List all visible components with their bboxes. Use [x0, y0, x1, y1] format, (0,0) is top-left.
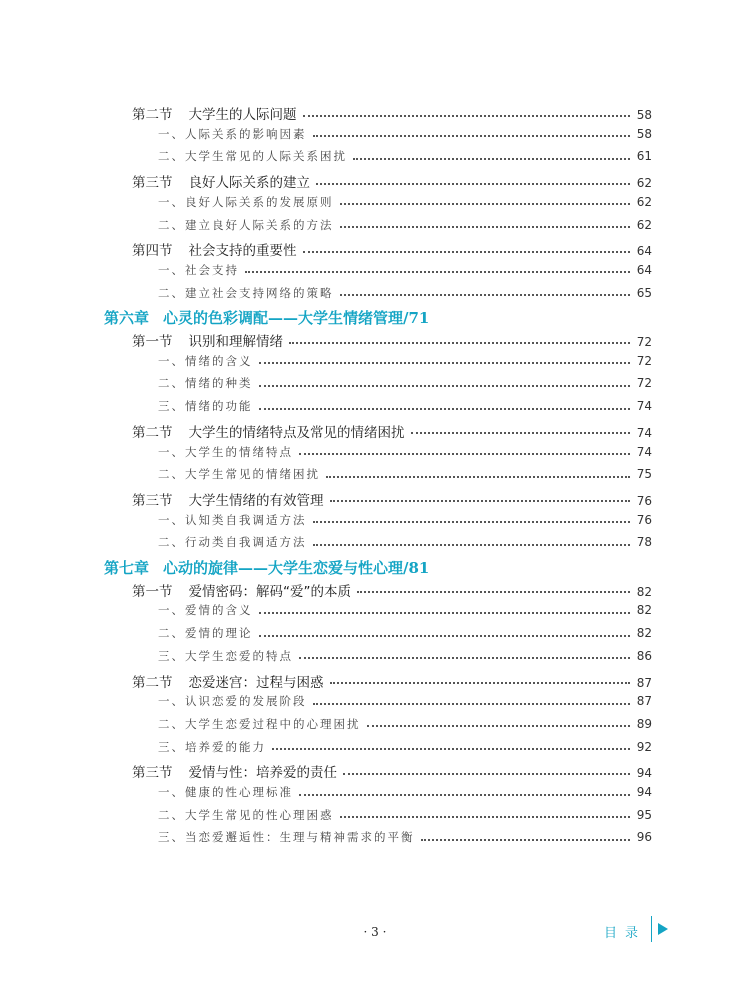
toc-title: 识别和理解情绪: [188, 334, 283, 350]
toc-page-number: 82: [636, 603, 652, 618]
toc-title: 一、爱情的含义: [158, 603, 253, 618]
toc-title: 一、人际关系的影响因素: [158, 126, 307, 141]
dot-leader: [303, 250, 631, 253]
toc-item[interactable]: [158, 512, 652, 528]
toc-page-number: 65: [636, 285, 652, 300]
toc-section[interactable]: [132, 580, 652, 600]
toc-item[interactable]: [158, 807, 652, 823]
toc-chapter[interactable]: [104, 557, 652, 578]
dot-leader: [357, 590, 630, 593]
dot-leader: [316, 182, 630, 185]
dot-leader: [303, 114, 631, 117]
toc-page-number: 82: [636, 584, 652, 599]
toc-number: 第七章: [104, 559, 150, 577]
toc-page-number: 78: [636, 535, 652, 550]
toc-chapter[interactable]: [104, 307, 652, 328]
toc-item[interactable]: [158, 444, 652, 460]
toc-item[interactable]: [158, 148, 652, 164]
toc-title: 二、情绪的种类: [158, 376, 253, 391]
toc-item[interactable]: [158, 693, 652, 709]
dot-leader: [289, 341, 630, 344]
toc-title: 心灵的色彩调配——大学生情绪管理/71: [163, 309, 430, 328]
toc-title: 良好人际关系的建立: [188, 175, 310, 192]
toc-title: 恋爱迷宫：过程与困惑: [188, 674, 324, 691]
dot-leader: [259, 407, 631, 410]
dot-leader: [259, 634, 631, 637]
toc-section[interactable]: [132, 421, 652, 441]
toc-page-number: 58: [636, 126, 652, 141]
toc-page-number: 74: [636, 425, 652, 440]
dot-leader: [421, 838, 631, 841]
dot-leader: [411, 431, 631, 434]
toc-section[interactable]: [132, 103, 652, 123]
toc-item[interactable]: [158, 648, 652, 664]
toc-page-number: 58: [636, 108, 652, 122]
dot-leader: [353, 157, 630, 160]
toc-page-number: 72: [636, 376, 652, 391]
toc-number: 第六章: [104, 309, 150, 328]
toc-item[interactable]: [158, 625, 652, 641]
toc-page-number: 62: [636, 217, 652, 232]
toc-section[interactable]: [132, 239, 652, 259]
toc-item[interactable]: [158, 466, 652, 482]
toc-title: 一、社会支持: [158, 262, 239, 277]
toc-page-number: 72: [636, 335, 652, 349]
toc-section[interactable]: [132, 171, 652, 191]
dot-leader: [340, 202, 631, 205]
toc-title: 一、情绪的含义: [158, 353, 253, 368]
toc-item[interactable]: [158, 285, 652, 301]
dot-leader: [259, 361, 631, 364]
toc-page-number: 74: [636, 444, 652, 459]
toc-page-number: 61: [636, 149, 652, 164]
toc-title: 二、大学生常见的情绪困扰: [158, 467, 320, 482]
toc-page-number: 64: [636, 244, 652, 259]
toc-title: 心动的旋律——大学生恋爱与性心理/81: [163, 559, 430, 577]
dot-leader: [326, 475, 630, 478]
dot-leader: [340, 293, 631, 296]
toc-title: 大学生情绪的有效管理: [188, 492, 324, 509]
dot-leader: [299, 452, 630, 455]
toc-number: 第三节: [132, 765, 173, 782]
toc-title: 二、大学生恋爱过程中的心理困扰: [158, 716, 361, 731]
toc-item[interactable]: [158, 217, 652, 233]
toc-title: 社会支持的重要性: [188, 243, 297, 260]
dot-leader: [313, 134, 631, 137]
dot-leader: [245, 270, 630, 273]
toc-title: 二、爱情的理论: [158, 626, 253, 641]
toc-item[interactable]: [158, 534, 652, 550]
toc-section[interactable]: [132, 330, 652, 350]
toc-item[interactable]: [158, 126, 652, 142]
toc-item[interactable]: [158, 602, 652, 618]
toc-nav-label[interactable]: 目录: [604, 926, 647, 941]
toc-page-number: 86: [636, 648, 652, 663]
toc-page-number: 87: [636, 675, 652, 690]
toc-item[interactable]: [158, 194, 652, 210]
toc-title: 一、健康的性心理标准: [158, 785, 293, 799]
toc-item[interactable]: [158, 262, 652, 278]
toc-title: 爱情密码：解码“爱”的本质: [188, 583, 351, 600]
toc-page-number: 82: [636, 626, 652, 641]
arrow-right-icon[interactable]: [658, 923, 668, 935]
dot-leader: [272, 747, 630, 750]
toc-number: 第四节: [132, 243, 173, 260]
toc-item[interactable]: [158, 716, 652, 732]
dot-leader: [343, 772, 630, 775]
toc-page-number: 87: [636, 694, 652, 709]
toc-page-number: 62: [636, 194, 652, 209]
toc-number: 第三节: [132, 492, 173, 509]
toc-title: 大学生的情绪特点及常见的情绪困扰: [188, 424, 405, 441]
dot-leader: [330, 499, 631, 502]
toc-title: 二、建立良好人际关系的方法: [158, 217, 334, 232]
toc-page-number: 89: [636, 716, 652, 731]
toc-number: 第一节: [132, 583, 173, 600]
toc-page-number: 94: [636, 766, 652, 781]
dot-leader: [340, 225, 631, 228]
toc-title: 三、当恋爱邂逅性：生理与精神需求的平衡: [158, 830, 415, 845]
toc-item[interactable]: [158, 739, 652, 755]
toc-title: 一、大学生的情绪特点: [158, 444, 293, 459]
toc-page-number: 95: [636, 807, 652, 822]
toc-item[interactable]: [158, 398, 652, 414]
toc-item[interactable]: [158, 784, 652, 800]
toc-title: 一、良好人际关系的发展原则: [158, 194, 334, 209]
toc-page-number: 64: [636, 262, 652, 277]
toc-number: 第一节: [132, 334, 173, 350]
toc-page-number: 94: [636, 785, 652, 799]
toc-title: 三、大学生恋爱的特点: [158, 648, 293, 663]
toc-number: 第三节: [132, 175, 173, 192]
toc-page-number: 76: [636, 493, 652, 508]
divider: [651, 916, 652, 942]
dot-leader: [367, 724, 631, 727]
toc-page-number: 62: [636, 176, 652, 191]
toc-title: 一、认知类自我调适方法: [158, 512, 307, 527]
dot-leader: [313, 543, 631, 546]
dot-leader: [313, 702, 631, 705]
toc-item[interactable]: [158, 829, 652, 845]
dot-leader: [259, 611, 631, 614]
toc-title: 爱情与性：培养爱的责任: [188, 765, 337, 782]
toc-section[interactable]: [132, 761, 652, 781]
toc-item[interactable]: [158, 375, 652, 391]
toc-section[interactable]: [132, 489, 652, 509]
toc-page-number: 72: [636, 353, 652, 368]
toc-title: 二、大学生常见的性心理困惑: [158, 807, 334, 822]
dot-leader: [259, 384, 631, 387]
toc-title: 一、认识恋爱的发展阶段: [158, 694, 307, 709]
dot-leader: [313, 520, 631, 523]
toc-item[interactable]: [158, 353, 652, 369]
toc-page-number: 96: [636, 830, 652, 845]
toc-title: 二、行动类自我调适方法: [158, 535, 307, 550]
toc-title: 二、大学生常见的人际关系困扰: [158, 149, 347, 164]
toc-number: 第二节: [132, 674, 173, 691]
toc-page-number: 75: [636, 467, 652, 482]
toc-title: 大学生的人际问题: [188, 107, 297, 123]
dot-leader: [299, 793, 630, 796]
toc-title: 三、培养爱的能力: [158, 739, 266, 754]
toc-number: 第二节: [132, 424, 173, 441]
toc-section[interactable]: [132, 671, 652, 691]
toc-page-number: 76: [636, 512, 652, 527]
toc-title: 二、建立社会支持网络的策略: [158, 285, 334, 300]
dot-leader: [340, 815, 631, 818]
toc-number: 第二节: [132, 107, 173, 123]
toc-title: 三、情绪的功能: [158, 399, 253, 414]
dot-leader: [330, 681, 631, 684]
toc-page-number: 92: [636, 739, 652, 754]
dot-leader: [299, 656, 630, 659]
toc-page-number: 74: [636, 399, 652, 414]
page-number: · 3 ·: [363, 925, 387, 939]
